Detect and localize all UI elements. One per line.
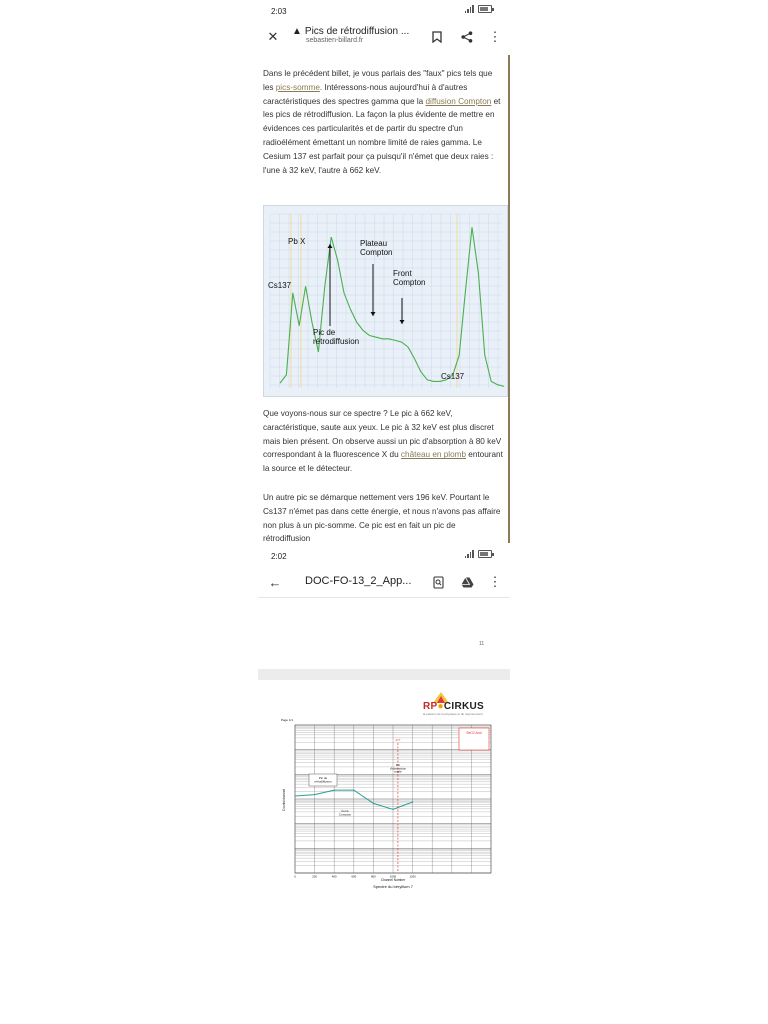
drive-icon[interactable] <box>458 573 476 591</box>
page-number: 11 <box>479 641 485 647</box>
search-in-document-icon[interactable] <box>429 573 447 591</box>
x-tick-label: 1200 <box>409 874 416 879</box>
arrow-retrodiffusion-head <box>328 244 333 248</box>
cs137-spectrum-figure <box>263 205 508 397</box>
annotation-front-compton: Front Compton <box>338 809 352 817</box>
p2-text-b: entourant la source et le détecteur. <box>263 450 503 474</box>
page-title: Pics de rétrodiffusion ... <box>304 26 410 37</box>
x-tick-label: 800 <box>371 874 376 879</box>
more-options-icon[interactable]: ⋮ <box>488 574 502 589</box>
chart-header-text: Page 1/1 <box>281 718 294 722</box>
warning-icon: ▲ <box>292 26 302 37</box>
x-axis-label: Channel Number <box>380 878 406 882</box>
battery-icon <box>478 5 492 13</box>
page-separator <box>258 669 510 680</box>
p1-text-c: et les pics de rétrodiffusion. La façon la plus évidente de mettre en évidences ces particularités et de partir du spectre d'un radioélément émettant un nombre limité de raies gamma. Le Cesium 137 est parfait pour ça puisqu'il n'émet que deux raies : l'une à 32 keV, l'autre à 662 keV. <box>263 96 501 175</box>
paragraph-2 <box>263 407 503 476</box>
x-tick-label: 1000 <box>389 874 397 879</box>
x-tick-label: 400 <box>331 874 337 879</box>
rp-cirkus-logo <box>423 693 483 715</box>
logo-text: RP●CIRKUS <box>423 701 484 712</box>
label-pb-x: Pb X <box>288 237 306 246</box>
label-cs137-right: Cs137 <box>441 372 465 381</box>
close-icon[interactable]: ✕ <box>267 29 279 44</box>
annotation-pic-retro: Pic de rétrodiffusion <box>314 776 332 784</box>
label-plateau-compton: Plateau Compton <box>360 239 393 257</box>
legend-title: BeO2 Aval <box>466 731 482 735</box>
status-bar-2 <box>258 545 510 567</box>
article-content <box>258 55 510 543</box>
x-tick-label: 600 <box>351 874 357 879</box>
logo-tagline: la passion de la physique et du rayonnement <box>423 712 483 716</box>
document-title: DOC-FO-13_2_App... <box>305 575 412 587</box>
status-time-2: 2:02 <box>271 552 287 561</box>
status-time: 2:03 <box>271 7 287 16</box>
battery-icon <box>478 550 492 558</box>
more-options-icon[interactable]: ⋮ <box>488 29 502 44</box>
label-cs137-left: Cs137 <box>268 281 292 290</box>
bookmark-icon[interactable] <box>428 28 446 46</box>
paragraph-3: Un autre pic se démarque nettement vers 196 keV. Pourtant le Cs137 n'émet pas dans cette énergie, et nous n'avons pas affaire non plus à un pic-somme. Ce pic est en fait un pic de rétrodiffusion <box>263 493 501 543</box>
x-tick-label: 0 <box>294 874 296 879</box>
paragraph-1 <box>263 67 503 177</box>
page-url: sebastien-billard.fr <box>306 37 364 44</box>
browser-screenshot <box>258 0 510 543</box>
y-axis-label: Counts/channel <box>282 788 286 812</box>
signal-icon <box>465 550 474 558</box>
p1-text-a: Dans le précédent billet, je vous parlais des "faux" pics tels que les <box>263 69 493 92</box>
label-front-compton: Front Compton <box>393 269 426 287</box>
pdf-viewer-screenshot <box>258 545 510 1024</box>
back-arrow-icon[interactable]: ← <box>268 574 282 590</box>
marker-label: 477 <box>395 738 401 742</box>
p2-text-a: Que voyons-nous sur ce spectre ? Le pic à 662 keV, caractéristique, saute aux yeux. Le pic à 32 keV est plus discret mais bien présent. On observe aussi un pic d'absorption à 80 keV correspondant à la fluorescence X du <box>263 409 502 460</box>
beryllium-spectrum-chart <box>273 718 501 893</box>
share-icon[interactable] <box>458 28 476 46</box>
x-tick-label: 200 <box>312 874 317 879</box>
link-diffusion-compton[interactable]: diffusion Compton <box>425 96 492 106</box>
annotation-absorption: Pic d'absorption totale <box>389 763 407 774</box>
p1-text-b: . Intéressons-nous aujourd'hui à d'autres caractéristiques des spectres gamma que la <box>263 82 468 106</box>
label-pic-retrodiffusion: Pic de rétrodiffusion <box>313 328 360 346</box>
browser-toolbar <box>258 22 510 52</box>
status-icons-2 <box>465 550 492 558</box>
link-chateau-plomb[interactable]: château en plomb <box>400 450 467 460</box>
page-title-area[interactable] <box>292 26 422 44</box>
link-pics-somme[interactable]: pics-somme <box>275 82 320 92</box>
cs137-spectrum-chart <box>264 206 507 396</box>
status-icons <box>465 5 492 13</box>
chart-caption: Spectre du béryllium 7 <box>373 884 413 889</box>
status-bar <box>258 0 510 22</box>
signal-icon <box>465 5 474 13</box>
pdf-toolbar <box>258 567 510 598</box>
